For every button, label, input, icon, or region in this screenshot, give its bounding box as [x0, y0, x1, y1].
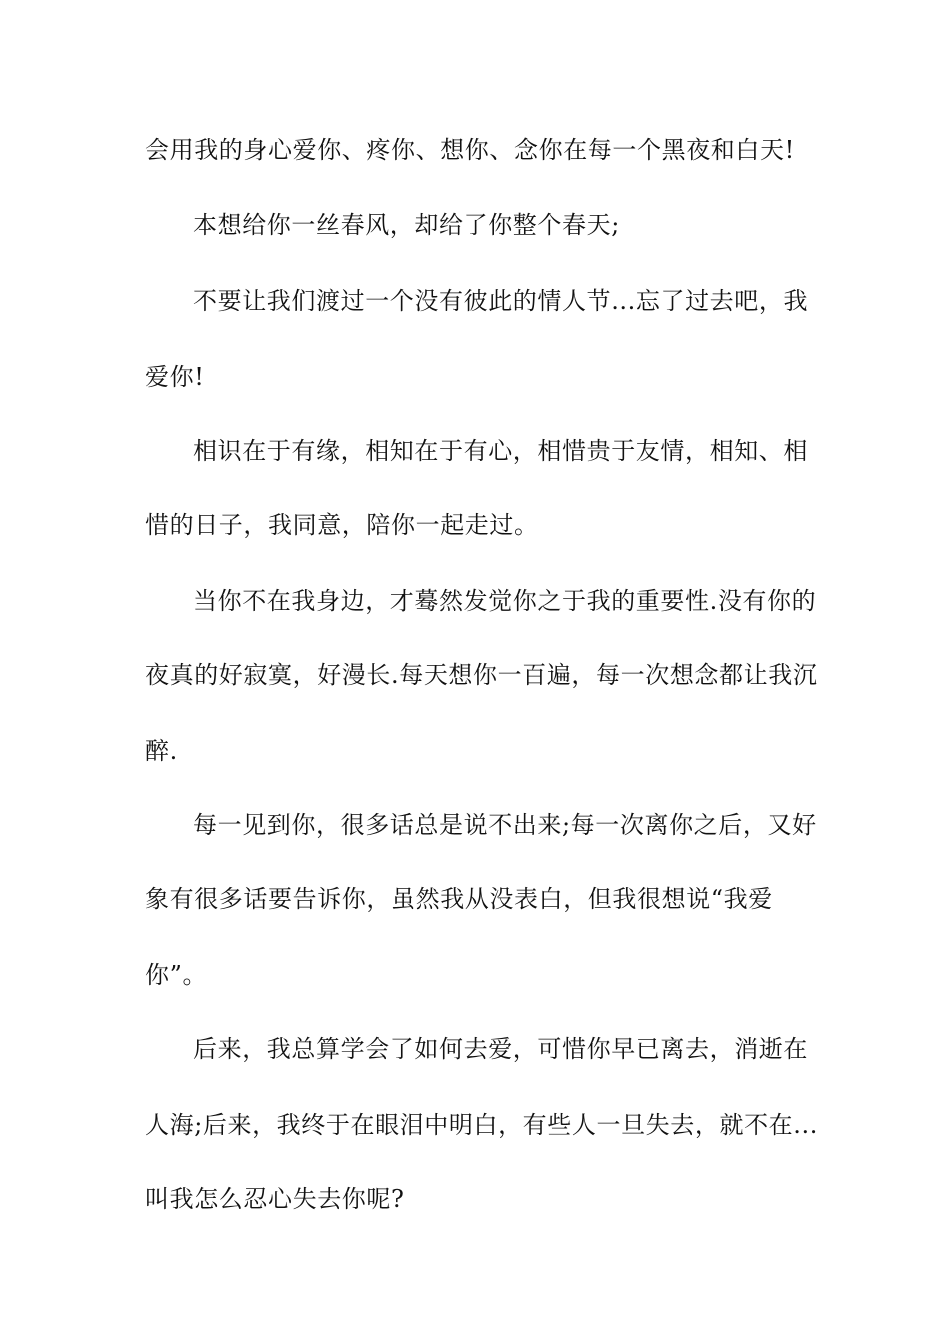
text-line-4: 爱你! [145, 363, 205, 391]
text-line-13: 后来，我总算学会了如何去爱，可惜你早已离去，消逝在 [193, 1035, 808, 1063]
text-line-9: 醉. [145, 737, 178, 765]
text-line-11: 象有很多话要告诉你，虽然我从没表白，但我很想说“我爱 [145, 885, 773, 913]
text-line-7: 当你不在我身边，才蓦然发觉你之于我的重要性.没有你的 [193, 587, 817, 615]
text-line-2: 本想给你一丝春风，却给了你整个春天; [193, 211, 620, 239]
text-line-14: 人海;后来，我终于在眼泪中明白，有些人一旦失去，就不在... [145, 1111, 818, 1139]
text-line-10: 每一见到你，很多话总是说不出来;每一次离你之后，又好 [193, 811, 817, 839]
text-line-12: 你”。 [145, 961, 208, 989]
text-line-5: 相识在于有缘，相知在于有心，相惜贵于友情，相知、相 [193, 437, 808, 465]
text-line-15: 叫我怎么忍心失去你呢? [145, 1185, 405, 1213]
text-line-3: 不要让我们渡过一个没有彼此的情人节...忘了过去吧，我 [193, 287, 809, 315]
text-line-6: 惜的日子，我同意，陪你一起走过。 [145, 511, 539, 539]
text-line-1: 会用我的身心爱你、疼你、想你、念你在每一个黑夜和白天! [145, 136, 795, 164]
text-line-8: 夜真的好寂寞，好漫长.每天想你一百遍，每一次想念都让我沉 [145, 661, 818, 689]
